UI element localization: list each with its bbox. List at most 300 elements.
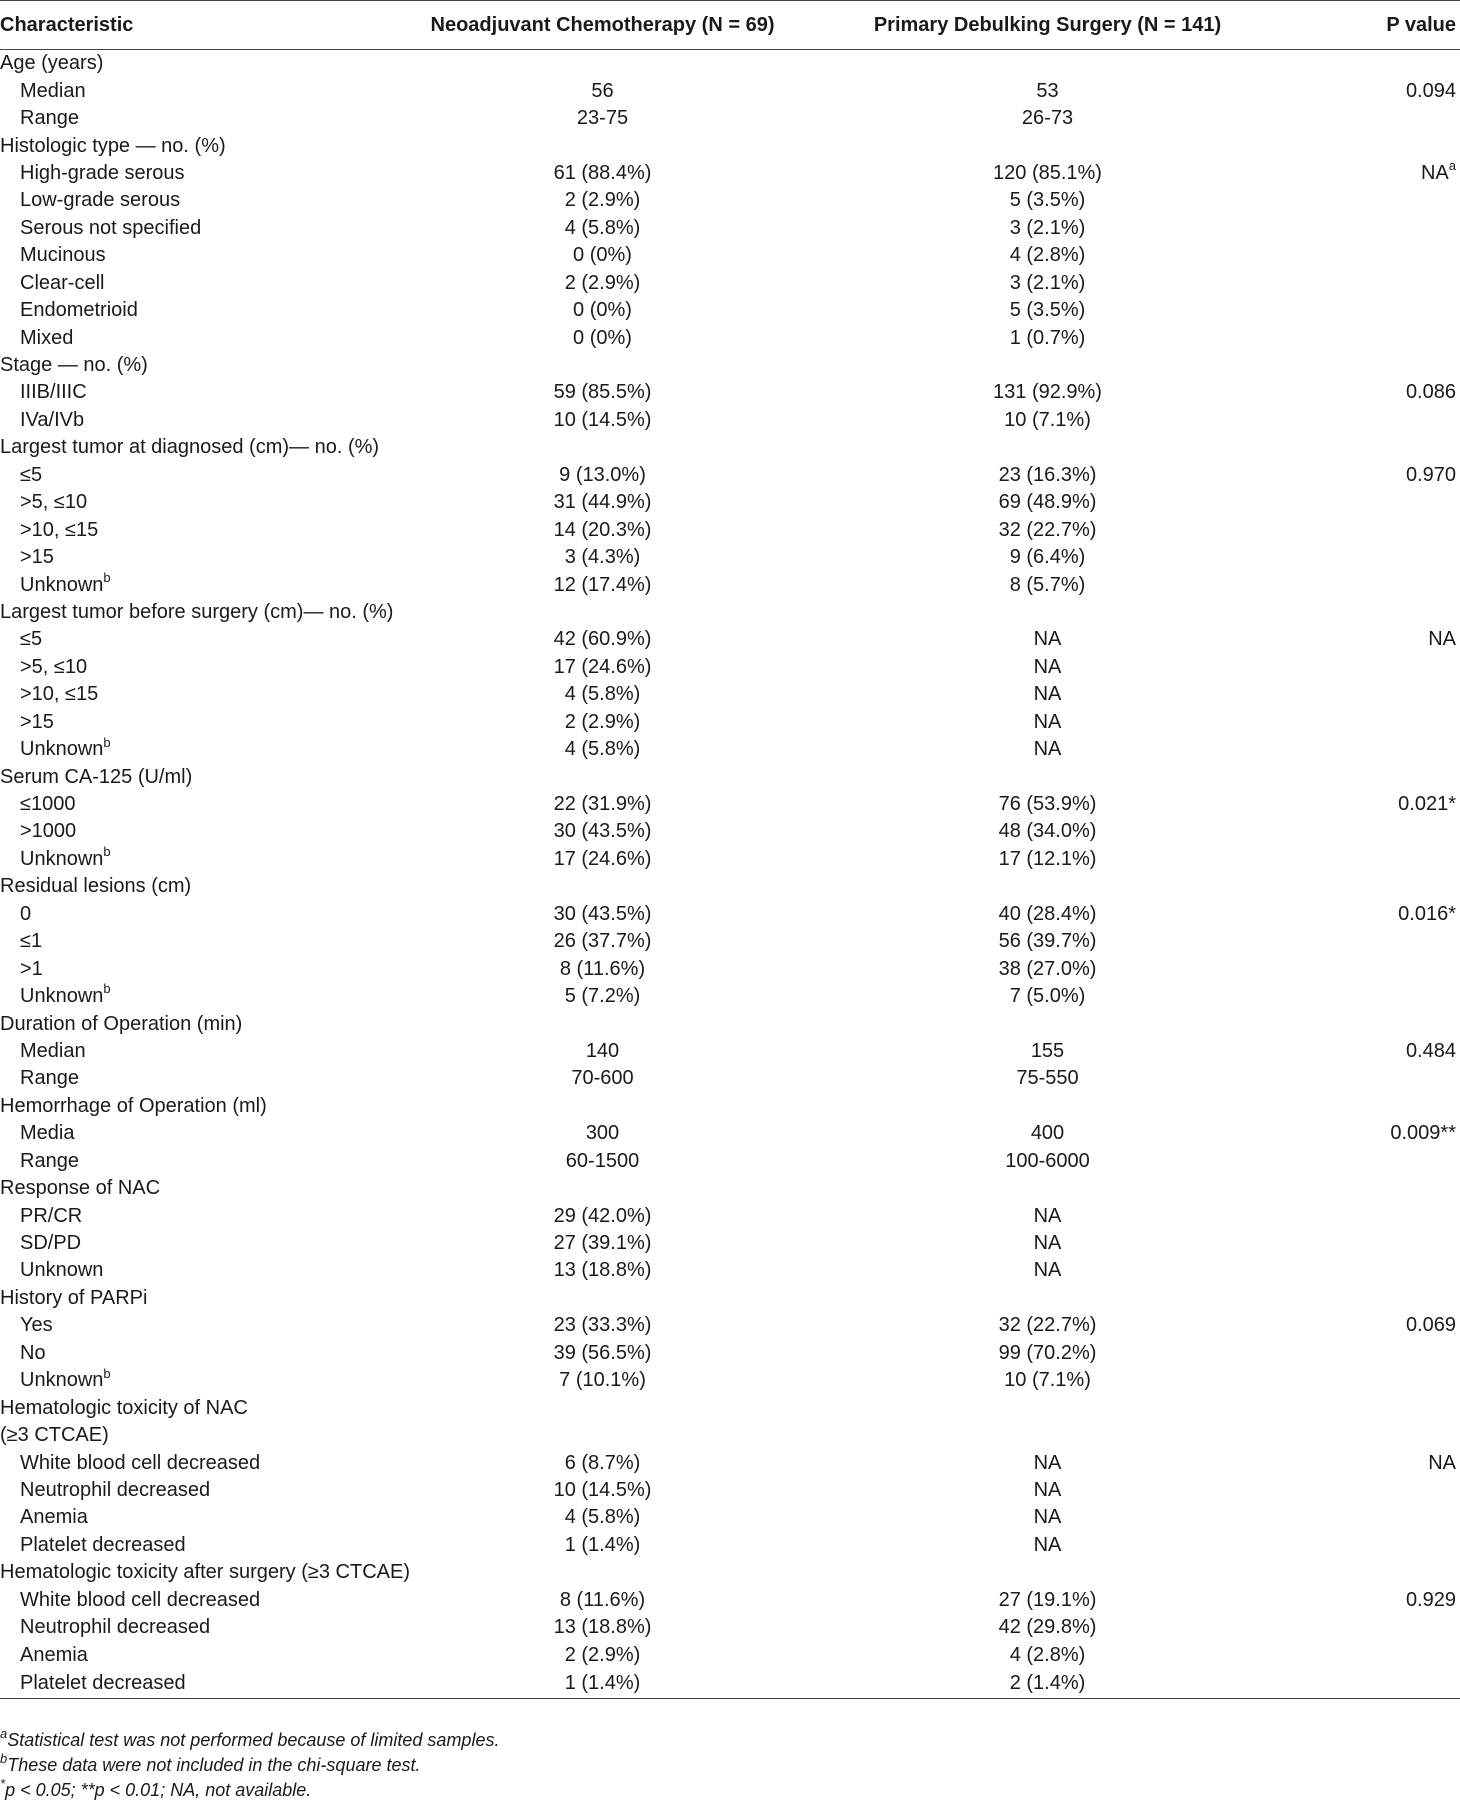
pds-value-cell-text: 56 (39.7%)	[998, 930, 1097, 953]
pds-value-cell	[825, 1010, 1270, 1037]
characteristic-cell	[0, 1641, 380, 1668]
characteristic-cell	[0, 324, 380, 351]
pds-value-cell	[825, 1038, 1270, 1065]
p-value-cell	[1270, 187, 1460, 214]
table-header	[0, 1, 1460, 50]
section-label	[0, 50, 380, 78]
section-label-text: History of PARPi	[0, 1286, 148, 1309]
p-value-cell	[1270, 105, 1460, 132]
characteristic-cell-text: White blood cell decreased	[20, 1588, 261, 1611]
p-value-cell-text: 0.929	[1405, 1588, 1456, 1611]
characteristic-cell	[0, 1504, 380, 1531]
pds-value-cell	[825, 242, 1270, 269]
nac-value-cell-text: 56	[591, 79, 614, 102]
nac-value-cell-text: 60-1500	[565, 1149, 640, 1172]
p-value-cell	[1270, 955, 1460, 982]
p-value-cell	[1270, 242, 1460, 269]
characteristic-cell	[0, 297, 380, 324]
pds-value-cell	[825, 571, 1270, 598]
nac-value-cell-text: 30 (43.5%)	[553, 902, 652, 925]
characteristic-cell-text: Range	[20, 1149, 79, 1172]
nac-value-cell	[380, 1532, 825, 1559]
p-value-cell	[1270, 873, 1460, 900]
characteristic-cell	[0, 544, 380, 571]
footnote	[0, 1778, 1460, 1803]
section-label	[0, 873, 380, 900]
p-value-cell	[1270, 270, 1460, 297]
nac-value-cell	[380, 928, 825, 955]
header-row	[0, 1, 1460, 50]
nac-value-cell	[380, 681, 825, 708]
table-row	[0, 901, 1460, 928]
section-label-text: Age (years)	[0, 52, 104, 75]
characteristic-cell	[0, 983, 380, 1010]
nac-value-cell-text: 10 (14.5%)	[553, 408, 652, 431]
nac-value-cell-text: 13 (18.8%)	[553, 1616, 652, 1639]
characteristic-cell-text: Low-grade serous	[20, 189, 181, 212]
table-row	[0, 215, 1460, 242]
table-row	[0, 654, 1460, 681]
nac-value-cell	[380, 379, 825, 406]
pds-value-cell	[825, 1477, 1270, 1504]
characteristic-cell-text: Endometrioid	[20, 299, 138, 322]
pds-value-cell	[825, 1669, 1270, 1699]
footnote-marker: b	[103, 844, 111, 860]
characteristic-cell	[0, 709, 380, 736]
pds-value-cell	[825, 1614, 1270, 1641]
p-value-cell	[1270, 1641, 1460, 1668]
characteristic-cell	[0, 736, 380, 763]
table-row	[0, 77, 1460, 104]
table-row	[0, 791, 1460, 818]
p-value-cell-text: NA	[1420, 161, 1449, 184]
characteristic-cell-text: Clear-cell	[20, 271, 105, 294]
table-row	[0, 1367, 1460, 1394]
characteristic-cell	[0, 818, 380, 845]
pds-value-cell-text: 53	[1036, 79, 1059, 102]
table-row	[0, 1532, 1460, 1559]
characteristic-cell-text: Range	[20, 107, 79, 130]
pds-value-cell-text: 3 (2.1%)	[1009, 216, 1086, 239]
nac-value-cell-text: 22 (31.9%)	[553, 793, 652, 816]
characteristic-cell-text: Mixed	[20, 326, 74, 349]
characteristic-cell-text: Range	[20, 1067, 79, 1090]
nac-value-cell	[380, 873, 825, 900]
pds-value-cell	[825, 1312, 1270, 1339]
nac-value-cell-text: 2 (2.9%)	[564, 271, 641, 294]
table-row	[0, 709, 1460, 736]
nac-value-cell	[380, 1312, 825, 1339]
section-label-text: Largest tumor at diagnosed (cm)— no. (%)	[0, 436, 380, 459]
p-value-cell-text: 0.016*	[1398, 902, 1456, 925]
characteristic-cell	[0, 105, 380, 132]
p-value-cell	[1270, 1449, 1460, 1476]
nac-value-cell	[380, 407, 825, 434]
pds-value-cell-text: 100-6000	[1005, 1149, 1090, 1172]
pds-value-cell	[825, 818, 1270, 845]
table-row	[0, 983, 1460, 1010]
nac-value-cell-text: 140	[585, 1039, 620, 1062]
pds-value-cell-text: NA	[1033, 1451, 1062, 1474]
table-row	[0, 818, 1460, 845]
nac-value-cell	[380, 1449, 825, 1476]
nac-value-cell-text: 12 (17.4%)	[553, 573, 652, 596]
pds-value-cell-text: 32 (22.7%)	[998, 518, 1097, 541]
pds-value-cell	[825, 1148, 1270, 1175]
characteristic-cell	[0, 489, 380, 516]
characteristic-cell	[0, 1532, 380, 1559]
nac-value-cell	[380, 1614, 825, 1641]
pds-value-cell-text: 3 (2.1%)	[1009, 271, 1086, 294]
footnote	[0, 1728, 1460, 1753]
characteristic-cell	[0, 462, 380, 489]
characteristic-cell-text: Anemia	[20, 1643, 88, 1666]
pds-value-cell	[825, 1504, 1270, 1531]
nac-value-cell	[380, 955, 825, 982]
characteristic-cell-text: White blood cell decreased	[20, 1451, 261, 1474]
p-value-cell	[1270, 1202, 1460, 1229]
characteristic-cell	[0, 242, 380, 269]
characteristic-cell	[0, 1202, 380, 1229]
p-value-cell	[1270, 215, 1460, 242]
nac-value-cell-text: 27 (39.1%)	[553, 1232, 652, 1255]
section-label-text: Hemorrhage of Operation (ml)	[0, 1094, 267, 1117]
pds-value-cell-text: 8 (5.7%)	[1009, 573, 1086, 596]
characteristic-cell	[0, 571, 380, 598]
nac-value-cell	[380, 187, 825, 214]
pds-value-cell	[825, 516, 1270, 543]
pds-value-cell	[825, 462, 1270, 489]
pds-value-cell-text: NA	[1033, 738, 1062, 761]
section-label-text: Stage — no. (%)	[0, 354, 148, 377]
table-row	[0, 489, 1460, 516]
characteristic-cell	[0, 1477, 380, 1504]
p-value-cell	[1270, 1175, 1460, 1202]
pds-value-cell-text: 7 (5.0%)	[1009, 985, 1086, 1008]
p-value-cell	[1270, 1559, 1460, 1586]
pds-value-cell	[825, 599, 1270, 626]
pds-value-cell-text: 2 (1.4%)	[1009, 1671, 1086, 1694]
footnote-text: These data were not included in the chi-square test.	[7, 1755, 421, 1775]
pds-value-cell-text: 131 (92.9%)	[993, 381, 1102, 404]
p-value-cell	[1270, 352, 1460, 379]
nac-value-cell	[380, 1038, 825, 1065]
nac-value-cell	[380, 709, 825, 736]
table-row	[0, 1230, 1460, 1257]
pds-value-cell	[825, 160, 1270, 187]
footnote-mark: a	[0, 1726, 8, 1741]
table-row	[0, 1449, 1460, 1476]
pds-value-cell-text: 5 (3.5%)	[1009, 189, 1086, 212]
pds-value-cell	[825, 1120, 1270, 1147]
table-row	[0, 160, 1460, 187]
pds-value-cell	[825, 846, 1270, 873]
characteristic-cell-text: Unknown	[20, 847, 104, 870]
section-label	[0, 132, 380, 159]
p-value-cell	[1270, 626, 1460, 653]
characteristic-cell-text: Anemia	[20, 1506, 88, 1529]
table-row	[0, 270, 1460, 297]
pds-value-cell	[825, 434, 1270, 461]
footnote-marker: a	[1448, 158, 1456, 174]
p-value-cell	[1270, 1587, 1460, 1614]
nac-value-cell	[380, 215, 825, 242]
pds-value-cell-text: NA	[1033, 710, 1062, 733]
nac-value-cell-text: 6 (8.7%)	[564, 1451, 641, 1474]
characteristic-cell	[0, 654, 380, 681]
pds-value-cell-text: NA	[1033, 628, 1062, 651]
pds-value-cell	[825, 105, 1270, 132]
table-row	[0, 242, 1460, 269]
characteristic-cell	[0, 955, 380, 982]
nac-value-cell	[380, 571, 825, 598]
section-label	[0, 763, 380, 790]
header-primary-debulking-surgery: Primary Debulking Surgery (N = 141)	[825, 1, 1270, 50]
nac-value-cell	[380, 1669, 825, 1699]
p-value-cell-text: 0.009**	[1390, 1122, 1456, 1145]
table-row	[0, 1202, 1460, 1229]
section-row	[0, 1559, 1460, 1586]
pds-value-cell-text: NA	[1033, 655, 1062, 678]
p-value-cell-text: NA	[1428, 628, 1456, 651]
characteristic-cell	[0, 187, 380, 214]
table-row	[0, 1340, 1460, 1367]
header-p-value: P value	[1270, 1, 1460, 50]
nac-value-cell	[380, 434, 825, 461]
nac-value-cell-text: 23-75	[576, 107, 629, 130]
pds-value-cell	[825, 379, 1270, 406]
nac-value-cell	[380, 818, 825, 845]
characteristic-cell-text: Unknown	[20, 1259, 104, 1282]
pds-value-cell-text: 155	[1030, 1039, 1065, 1062]
p-value-cell-text: 0.021*	[1398, 793, 1456, 816]
characteristic-cell-text: Unknown	[20, 573, 104, 596]
nac-value-cell	[380, 1148, 825, 1175]
characteristic-cell-text: ≤5	[20, 628, 43, 651]
table-row	[0, 1312, 1460, 1339]
table-body	[0, 50, 1460, 1699]
characteristic-cell	[0, 1340, 380, 1367]
pds-value-cell-text: 42 (29.8%)	[998, 1616, 1097, 1639]
characteristic-cell	[0, 1230, 380, 1257]
nac-value-cell-text: 2 (2.9%)	[564, 710, 641, 733]
p-value-cell	[1270, 818, 1460, 845]
nac-value-cell-text: 1 (1.4%)	[564, 1533, 641, 1556]
characteristic-cell	[0, 1669, 380, 1699]
pds-value-cell-text: NA	[1033, 1204, 1062, 1227]
p-value-cell	[1270, 1504, 1460, 1531]
table-row	[0, 571, 1460, 598]
nac-value-cell-text: 4 (5.8%)	[564, 738, 641, 761]
pds-value-cell	[825, 654, 1270, 681]
characteristic-cell	[0, 928, 380, 955]
nac-value-cell-text: 39 (56.5%)	[553, 1341, 652, 1364]
characteristic-cell	[0, 77, 380, 104]
pds-value-cell	[825, 1340, 1270, 1367]
nac-value-cell-text: 9 (13.0%)	[559, 463, 646, 486]
section-row	[0, 1285, 1460, 1312]
characteristic-cell	[0, 681, 380, 708]
p-value-cell	[1270, 324, 1460, 351]
pds-value-cell-text: 48 (34.0%)	[998, 820, 1097, 843]
pds-value-cell	[825, 297, 1270, 324]
p-value-cell	[1270, 846, 1460, 873]
table-row	[0, 626, 1460, 653]
p-value-cell	[1270, 544, 1460, 571]
pds-value-cell-text: NA	[1033, 1478, 1062, 1501]
characteristic-cell-text: >10, ≤15	[20, 518, 99, 541]
p-value-cell-text: NA	[1428, 1451, 1456, 1474]
pds-value-cell	[825, 489, 1270, 516]
pds-value-cell-text: NA	[1033, 1533, 1062, 1556]
characteristic-cell	[0, 270, 380, 297]
characteristic-cell-text: Neutrophil decreased	[20, 1616, 211, 1639]
table-row	[0, 1065, 1460, 1092]
section-row	[0, 1093, 1460, 1120]
nac-value-cell	[380, 791, 825, 818]
table-row	[0, 846, 1460, 873]
p-value-cell	[1270, 1093, 1460, 1120]
characteristic-cell-text: PR/CR	[20, 1204, 83, 1227]
characteristic-cell-text: No	[20, 1341, 46, 1364]
pds-value-cell	[825, 626, 1270, 653]
nac-value-cell-text: 5 (7.2%)	[564, 985, 641, 1008]
nac-value-cell	[380, 132, 825, 159]
p-value-cell	[1270, 599, 1460, 626]
nac-value-cell	[380, 489, 825, 516]
characteristic-cell	[0, 1614, 380, 1641]
pds-value-cell	[825, 736, 1270, 763]
p-value-cell	[1270, 1257, 1460, 1284]
characteristic-cell-text: Unknown	[20, 985, 104, 1008]
characteristic-cell	[0, 1065, 380, 1092]
nac-value-cell	[380, 626, 825, 653]
characteristic-cell	[0, 1257, 380, 1284]
pds-value-cell-text: 26-73	[1021, 107, 1074, 130]
p-value-cell-text: 0.484	[1405, 1039, 1456, 1062]
p-value-cell	[1270, 407, 1460, 434]
characteristic-cell-text: IIIB/IIIC	[20, 381, 87, 404]
nac-value-cell	[380, 1641, 825, 1668]
p-value-cell	[1270, 1065, 1460, 1092]
nac-value-cell	[380, 1010, 825, 1037]
pds-value-cell	[825, 215, 1270, 242]
characteristic-cell	[0, 516, 380, 543]
pds-value-cell	[825, 352, 1270, 379]
footnote-marker: b	[103, 569, 111, 585]
footnote	[0, 1753, 1460, 1778]
p-value-cell	[1270, 1477, 1460, 1504]
pds-value-cell-text: 10 (7.1%)	[1004, 408, 1091, 431]
nac-value-cell-text: 17 (24.6%)	[553, 655, 652, 678]
p-value-cell	[1270, 1148, 1460, 1175]
section-row	[0, 873, 1460, 900]
table-row	[0, 1669, 1460, 1699]
pds-value-cell-text: 38 (27.0%)	[998, 957, 1097, 980]
pds-value-cell	[825, 1285, 1270, 1312]
nac-value-cell-text: 3 (4.3%)	[564, 546, 641, 569]
nac-value-cell-text: 4 (5.8%)	[564, 216, 641, 239]
nac-value-cell	[380, 1202, 825, 1229]
section-label-text: Residual lesions (cm)	[0, 875, 192, 898]
p-value-cell	[1270, 50, 1460, 78]
section-label-text: Hematologic toxicity after surgery (≥3 CTCAE)	[0, 1561, 410, 1584]
characteristic-cell	[0, 1120, 380, 1147]
pds-value-cell	[825, 1367, 1270, 1394]
table-row	[0, 1038, 1460, 1065]
pds-value-cell	[825, 1202, 1270, 1229]
pds-value-cell	[825, 1532, 1270, 1559]
table-row	[0, 1504, 1460, 1531]
nac-value-cell	[380, 1587, 825, 1614]
table-footnotes	[0, 1728, 1460, 1803]
nac-value-cell-text: 17 (24.6%)	[553, 847, 652, 870]
section-label	[0, 434, 380, 461]
table-row	[0, 736, 1460, 763]
pds-value-cell-text: 120 (85.1%)	[993, 161, 1102, 184]
section-row	[0, 50, 1460, 78]
characteristic-cell-text: Neutrophil decreased	[20, 1478, 211, 1501]
table-row	[0, 1148, 1460, 1175]
characteristic-cell-text: Platelet decreased	[20, 1671, 186, 1694]
pds-value-cell	[825, 1065, 1270, 1092]
table-row	[0, 544, 1460, 571]
p-value-cell	[1270, 901, 1460, 928]
characteristic-cell-text: Yes	[20, 1314, 53, 1337]
section-row	[0, 434, 1460, 461]
header-characteristic: Characteristic	[0, 1, 380, 50]
nac-value-cell	[380, 1257, 825, 1284]
table-row	[0, 187, 1460, 214]
characteristic-cell-text: SD/PD	[20, 1232, 82, 1255]
nac-value-cell	[380, 544, 825, 571]
nac-value-cell	[380, 77, 825, 104]
pds-value-cell	[825, 1093, 1270, 1120]
section-row	[0, 132, 1460, 159]
nac-value-cell-text: 29 (42.0%)	[553, 1204, 652, 1227]
p-value-cell-text: 0.970	[1405, 463, 1456, 486]
nac-value-cell	[380, 1340, 825, 1367]
nac-value-cell-text: 23 (33.3%)	[553, 1314, 652, 1337]
characteristic-cell	[0, 626, 380, 653]
section-label	[0, 1559, 410, 1586]
table-row	[0, 462, 1460, 489]
nac-value-cell-text: 0 (0%)	[573, 244, 632, 267]
nac-value-cell	[380, 516, 825, 543]
section-row	[0, 1175, 1460, 1202]
characteristic-cell-text: Unknown	[20, 738, 104, 761]
p-value-cell	[1270, 1367, 1460, 1394]
table-row	[0, 955, 1460, 982]
section-label-text: Response of NAC	[0, 1177, 161, 1200]
section-label-text: (≥3 CTCAE)	[0, 1424, 109, 1447]
nac-value-cell	[380, 50, 825, 78]
pds-value-cell	[825, 763, 1270, 790]
pds-value-cell-text: 75-550	[1016, 1067, 1079, 1090]
nac-value-cell-text: 1 (1.4%)	[564, 1671, 641, 1694]
p-value-cell	[1270, 681, 1460, 708]
pds-value-cell	[825, 1641, 1270, 1668]
pds-value-cell	[825, 709, 1270, 736]
p-value-cell	[1270, 434, 1460, 461]
nac-value-cell-text: 14 (20.3%)	[553, 518, 652, 541]
nac-value-cell	[380, 242, 825, 269]
characteristic-cell-text: >5, ≤10	[20, 491, 88, 514]
pds-value-cell	[825, 955, 1270, 982]
nac-value-cell-text: 26 (37.7%)	[553, 930, 652, 953]
p-value-cell	[1270, 1394, 1460, 1421]
nac-value-cell	[380, 105, 825, 132]
